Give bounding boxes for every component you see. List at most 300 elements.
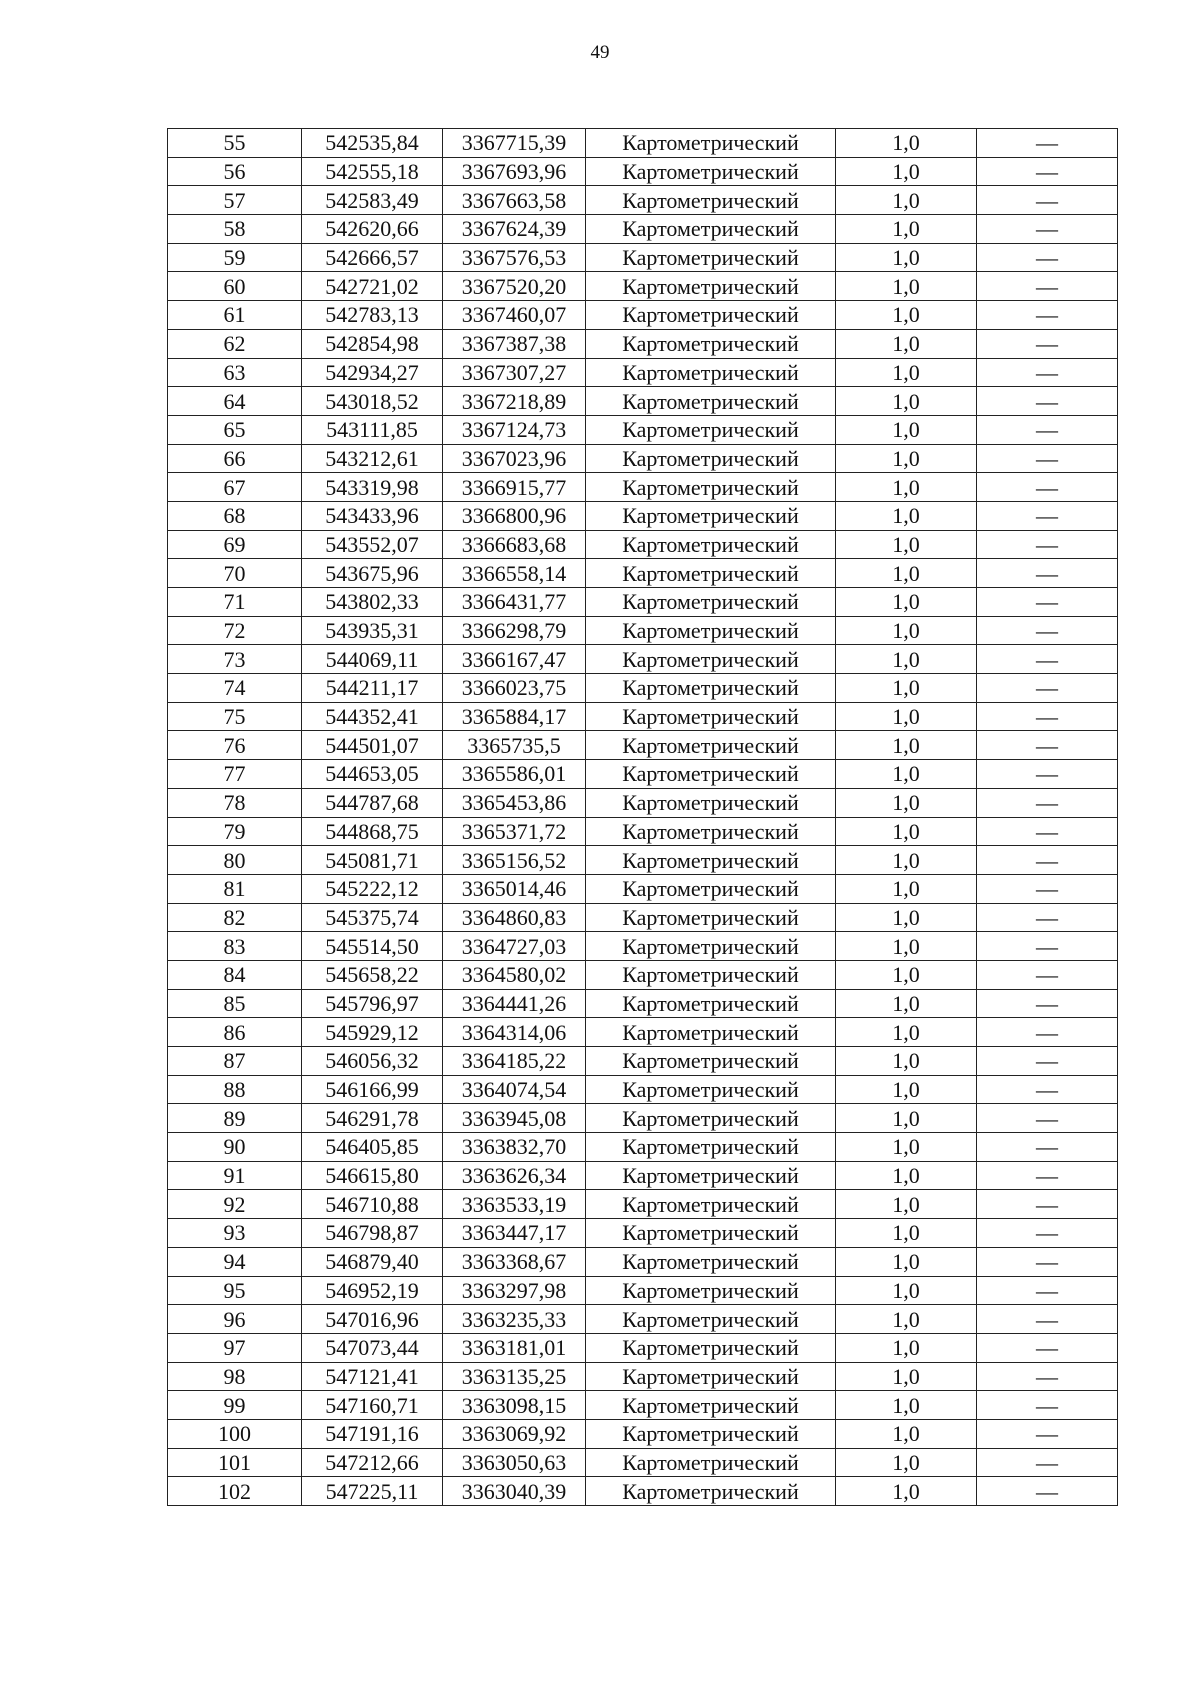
description-cell: — — [977, 645, 1118, 674]
description-cell: — — [977, 1305, 1118, 1334]
point-number-cell: 82 — [168, 903, 302, 932]
description-cell: — — [977, 473, 1118, 502]
point-number-cell: 75 — [168, 702, 302, 731]
point-number-cell: 95 — [168, 1276, 302, 1305]
accuracy-cell: 1,0 — [836, 530, 977, 559]
y-coordinate-cell: 3363235,33 — [443, 1305, 586, 1334]
y-coordinate-cell: 3367307,27 — [443, 358, 586, 387]
y-coordinate-cell: 3363626,34 — [443, 1161, 586, 1190]
y-coordinate-cell: 3367520,20 — [443, 272, 586, 301]
accuracy-cell: 1,0 — [836, 415, 977, 444]
method-cell: Картометрический — [586, 1362, 836, 1391]
accuracy-cell: 1,0 — [836, 1362, 977, 1391]
coordinates-table-body — [168, 129, 1118, 1506]
description-cell: — — [977, 1018, 1118, 1047]
x-coordinate-cell: 546952,19 — [302, 1276, 443, 1305]
accuracy-cell: 1,0 — [836, 1047, 977, 1076]
method-cell: Картометрический — [586, 960, 836, 989]
y-coordinate-cell: 3364860,83 — [443, 903, 586, 932]
method-cell: Картометрический — [586, 243, 836, 272]
accuracy-cell: 1,0 — [836, 243, 977, 272]
point-number-cell: 79 — [168, 817, 302, 846]
x-coordinate-cell: 546291,78 — [302, 1104, 443, 1133]
page-number: 49 — [590, 42, 610, 63]
table-row — [168, 616, 1118, 645]
point-number-cell: 62 — [168, 329, 302, 358]
y-coordinate-cell: 3367693,96 — [443, 157, 586, 186]
description-cell: — — [977, 1391, 1118, 1420]
accuracy-cell: 1,0 — [836, 645, 977, 674]
table-row — [168, 415, 1118, 444]
y-coordinate-cell: 3363040,39 — [443, 1477, 586, 1506]
point-number-cell: 61 — [168, 301, 302, 330]
table-row — [168, 129, 1118, 158]
description-cell: — — [977, 1161, 1118, 1190]
y-coordinate-cell: 3363368,67 — [443, 1247, 586, 1276]
table-row — [168, 1190, 1118, 1219]
description-cell: — — [977, 1276, 1118, 1305]
method-cell: Картометрический — [586, 788, 836, 817]
point-number-cell: 68 — [168, 501, 302, 530]
accuracy-cell: 1,0 — [836, 760, 977, 789]
method-cell: Картометрический — [586, 616, 836, 645]
x-coordinate-cell: 543319,98 — [302, 473, 443, 502]
method-cell: Картометрический — [586, 1305, 836, 1334]
x-coordinate-cell: 543552,07 — [302, 530, 443, 559]
table-row — [168, 501, 1118, 530]
method-cell: Картометрический — [586, 1133, 836, 1162]
description-cell: — — [977, 243, 1118, 272]
description-cell: — — [977, 1477, 1118, 1506]
description-cell: — — [977, 788, 1118, 817]
description-cell: — — [977, 530, 1118, 559]
point-number-cell: 84 — [168, 960, 302, 989]
description-cell: — — [977, 1047, 1118, 1076]
accuracy-cell: 1,0 — [836, 788, 977, 817]
x-coordinate-cell: 547225,11 — [302, 1477, 443, 1506]
x-coordinate-cell: 547121,41 — [302, 1362, 443, 1391]
method-cell: Картометрический — [586, 559, 836, 588]
y-coordinate-cell: 3365586,01 — [443, 760, 586, 789]
table-row — [168, 301, 1118, 330]
accuracy-cell: 1,0 — [836, 874, 977, 903]
table-row — [168, 530, 1118, 559]
method-cell: Картометрический — [586, 1018, 836, 1047]
x-coordinate-cell: 547073,44 — [302, 1333, 443, 1362]
method-cell: Картометрический — [586, 129, 836, 158]
y-coordinate-cell: 3363135,25 — [443, 1362, 586, 1391]
point-number-cell: 92 — [168, 1190, 302, 1219]
x-coordinate-cell: 542535,84 — [302, 129, 443, 158]
accuracy-cell: 1,0 — [836, 846, 977, 875]
y-coordinate-cell: 3365735,5 — [443, 731, 586, 760]
table-row — [168, 731, 1118, 760]
description-cell: — — [977, 329, 1118, 358]
y-coordinate-cell: 3363945,08 — [443, 1104, 586, 1133]
table-row — [168, 903, 1118, 932]
description-cell: — — [977, 731, 1118, 760]
description-cell: — — [977, 932, 1118, 961]
table-row — [168, 272, 1118, 301]
table-row — [168, 1247, 1118, 1276]
accuracy-cell: 1,0 — [836, 559, 977, 588]
table-row — [168, 1219, 1118, 1248]
x-coordinate-cell: 543935,31 — [302, 616, 443, 645]
description-cell: — — [977, 129, 1118, 158]
x-coordinate-cell: 543111,85 — [302, 415, 443, 444]
x-coordinate-cell: 544352,41 — [302, 702, 443, 731]
table-row — [168, 1018, 1118, 1047]
method-cell: Картометрический — [586, 501, 836, 530]
description-cell: — — [977, 817, 1118, 846]
point-number-cell: 67 — [168, 473, 302, 502]
y-coordinate-cell: 3363447,17 — [443, 1219, 586, 1248]
accuracy-cell: 1,0 — [836, 817, 977, 846]
method-cell: Картометрический — [586, 989, 836, 1018]
y-coordinate-cell: 3364727,03 — [443, 932, 586, 961]
point-number-cell: 98 — [168, 1362, 302, 1391]
x-coordinate-cell: 543802,33 — [302, 588, 443, 617]
x-coordinate-cell: 544501,07 — [302, 731, 443, 760]
table-row — [168, 157, 1118, 186]
y-coordinate-cell: 3366167,47 — [443, 645, 586, 674]
method-cell: Картометрический — [586, 387, 836, 416]
table-row — [168, 358, 1118, 387]
point-number-cell: 74 — [168, 674, 302, 703]
description-cell: — — [977, 702, 1118, 731]
point-number-cell: 81 — [168, 874, 302, 903]
accuracy-cell: 1,0 — [836, 272, 977, 301]
method-cell: Картометрический — [586, 1448, 836, 1477]
description-cell: — — [977, 415, 1118, 444]
accuracy-cell: 1,0 — [836, 731, 977, 760]
point-number-cell: 55 — [168, 129, 302, 158]
description-cell: — — [977, 301, 1118, 330]
description-cell: — — [977, 616, 1118, 645]
x-coordinate-cell: 544653,05 — [302, 760, 443, 789]
y-coordinate-cell: 3365884,17 — [443, 702, 586, 731]
point-number-cell: 72 — [168, 616, 302, 645]
description-cell: — — [977, 444, 1118, 473]
x-coordinate-cell: 544211,17 — [302, 674, 443, 703]
y-coordinate-cell: 3363533,19 — [443, 1190, 586, 1219]
y-coordinate-cell: 3364441,26 — [443, 989, 586, 1018]
method-cell: Картометрический — [586, 1075, 836, 1104]
accuracy-cell: 1,0 — [836, 588, 977, 617]
x-coordinate-cell: 546056,32 — [302, 1047, 443, 1076]
y-coordinate-cell: 3366915,77 — [443, 473, 586, 502]
y-coordinate-cell: 3367715,39 — [443, 129, 586, 158]
y-coordinate-cell: 3365371,72 — [443, 817, 586, 846]
description-cell: — — [977, 903, 1118, 932]
description-cell: — — [977, 874, 1118, 903]
point-number-cell: 77 — [168, 760, 302, 789]
description-cell: — — [977, 1247, 1118, 1276]
point-number-cell: 94 — [168, 1247, 302, 1276]
x-coordinate-cell: 542783,13 — [302, 301, 443, 330]
accuracy-cell: 1,0 — [836, 1219, 977, 1248]
y-coordinate-cell: 3366023,75 — [443, 674, 586, 703]
accuracy-cell: 1,0 — [836, 932, 977, 961]
x-coordinate-cell: 542721,02 — [302, 272, 443, 301]
accuracy-cell: 1,0 — [836, 444, 977, 473]
x-coordinate-cell: 545222,12 — [302, 874, 443, 903]
accuracy-cell: 1,0 — [836, 1104, 977, 1133]
accuracy-cell: 1,0 — [836, 129, 977, 158]
table-row — [168, 1075, 1118, 1104]
description-cell: — — [977, 358, 1118, 387]
method-cell: Картометрический — [586, 530, 836, 559]
accuracy-cell: 1,0 — [836, 358, 977, 387]
accuracy-cell: 1,0 — [836, 1247, 977, 1276]
table-row — [168, 1133, 1118, 1162]
point-number-cell: 83 — [168, 932, 302, 961]
table-row — [168, 186, 1118, 215]
table-row — [168, 1047, 1118, 1076]
method-cell: Картометрический — [586, 1247, 836, 1276]
y-coordinate-cell: 3367124,73 — [443, 415, 586, 444]
table-row — [168, 559, 1118, 588]
accuracy-cell: 1,0 — [836, 1448, 977, 1477]
table-row — [168, 1305, 1118, 1334]
accuracy-cell: 1,0 — [836, 501, 977, 530]
table-row — [168, 1161, 1118, 1190]
method-cell: Картометрический — [586, 1219, 836, 1248]
description-cell: — — [977, 960, 1118, 989]
accuracy-cell: 1,0 — [836, 1276, 977, 1305]
x-coordinate-cell: 545514,50 — [302, 932, 443, 961]
y-coordinate-cell: 3365453,86 — [443, 788, 586, 817]
point-number-cell: 89 — [168, 1104, 302, 1133]
x-coordinate-cell: 545081,71 — [302, 846, 443, 875]
y-coordinate-cell: 3363297,98 — [443, 1276, 586, 1305]
y-coordinate-cell: 3363069,92 — [443, 1419, 586, 1448]
x-coordinate-cell: 546615,80 — [302, 1161, 443, 1190]
method-cell: Картометрический — [586, 1419, 836, 1448]
table-row — [168, 588, 1118, 617]
x-coordinate-cell: 542934,27 — [302, 358, 443, 387]
x-coordinate-cell: 545658,22 — [302, 960, 443, 989]
y-coordinate-cell: 3367218,89 — [443, 387, 586, 416]
point-number-cell: 59 — [168, 243, 302, 272]
x-coordinate-cell: 546166,99 — [302, 1075, 443, 1104]
y-coordinate-cell: 3365156,52 — [443, 846, 586, 875]
y-coordinate-cell: 3366800,96 — [443, 501, 586, 530]
description-cell: — — [977, 501, 1118, 530]
point-number-cell: 69 — [168, 530, 302, 559]
method-cell: Картометрический — [586, 473, 836, 502]
description-cell: — — [977, 1190, 1118, 1219]
x-coordinate-cell: 545929,12 — [302, 1018, 443, 1047]
point-number-cell: 65 — [168, 415, 302, 444]
accuracy-cell: 1,0 — [836, 1161, 977, 1190]
point-number-cell: 78 — [168, 788, 302, 817]
table-row — [168, 874, 1118, 903]
table-row — [168, 702, 1118, 731]
x-coordinate-cell: 544868,75 — [302, 817, 443, 846]
x-coordinate-cell: 546405,85 — [302, 1133, 443, 1162]
point-number-cell: 93 — [168, 1219, 302, 1248]
description-cell: — — [977, 1333, 1118, 1362]
accuracy-cell: 1,0 — [836, 1305, 977, 1334]
point-number-cell: 56 — [168, 157, 302, 186]
accuracy-cell: 1,0 — [836, 387, 977, 416]
point-number-cell: 63 — [168, 358, 302, 387]
accuracy-cell: 1,0 — [836, 1391, 977, 1420]
point-number-cell: 60 — [168, 272, 302, 301]
method-cell: Картометрический — [586, 1190, 836, 1219]
y-coordinate-cell: 3367460,07 — [443, 301, 586, 330]
x-coordinate-cell: 547212,66 — [302, 1448, 443, 1477]
point-number-cell: 90 — [168, 1133, 302, 1162]
point-number-cell: 58 — [168, 215, 302, 244]
table-row — [168, 387, 1118, 416]
table-row — [168, 989, 1118, 1018]
table-row — [168, 473, 1118, 502]
table-row — [168, 1333, 1118, 1362]
x-coordinate-cell: 544787,68 — [302, 788, 443, 817]
point-number-cell: 71 — [168, 588, 302, 617]
description-cell: — — [977, 272, 1118, 301]
method-cell: Картометрический — [586, 272, 836, 301]
description-cell: — — [977, 387, 1118, 416]
y-coordinate-cell: 3366298,79 — [443, 616, 586, 645]
table-row — [168, 1391, 1118, 1420]
point-number-cell: 64 — [168, 387, 302, 416]
x-coordinate-cell: 542854,98 — [302, 329, 443, 358]
table-row — [168, 215, 1118, 244]
table-row — [168, 1104, 1118, 1133]
table-row — [168, 817, 1118, 846]
x-coordinate-cell: 547191,16 — [302, 1419, 443, 1448]
table-row — [168, 1276, 1118, 1305]
y-coordinate-cell: 3364185,22 — [443, 1047, 586, 1076]
coordinates-table — [167, 128, 1118, 1506]
table-row — [168, 1419, 1118, 1448]
y-coordinate-cell: 3367663,58 — [443, 186, 586, 215]
method-cell: Картометрический — [586, 329, 836, 358]
x-coordinate-cell: 546879,40 — [302, 1247, 443, 1276]
description-cell: — — [977, 157, 1118, 186]
method-cell: Картометрический — [586, 301, 836, 330]
point-number-cell: 76 — [168, 731, 302, 760]
description-cell: — — [977, 215, 1118, 244]
y-coordinate-cell: 3363832,70 — [443, 1133, 586, 1162]
description-cell: — — [977, 760, 1118, 789]
point-number-cell: 87 — [168, 1047, 302, 1076]
table-row — [168, 645, 1118, 674]
method-cell: Картометрический — [586, 1276, 836, 1305]
method-cell: Картометрический — [586, 157, 836, 186]
accuracy-cell: 1,0 — [836, 1190, 977, 1219]
accuracy-cell: 1,0 — [836, 215, 977, 244]
description-cell: — — [977, 989, 1118, 1018]
y-coordinate-cell: 3363098,15 — [443, 1391, 586, 1420]
method-cell: Картометрический — [586, 674, 836, 703]
accuracy-cell: 1,0 — [836, 301, 977, 330]
method-cell: Картометрический — [586, 1333, 836, 1362]
method-cell: Картометрический — [586, 874, 836, 903]
description-cell: — — [977, 1219, 1118, 1248]
x-coordinate-cell: 544069,11 — [302, 645, 443, 674]
description-cell: — — [977, 674, 1118, 703]
x-coordinate-cell: 542583,49 — [302, 186, 443, 215]
x-coordinate-cell: 547016,96 — [302, 1305, 443, 1334]
accuracy-cell: 1,0 — [836, 1075, 977, 1104]
description-cell: — — [977, 1448, 1118, 1477]
accuracy-cell: 1,0 — [836, 157, 977, 186]
x-coordinate-cell: 542555,18 — [302, 157, 443, 186]
point-number-cell: 66 — [168, 444, 302, 473]
x-coordinate-cell: 542620,66 — [302, 215, 443, 244]
method-cell: Картометрический — [586, 645, 836, 674]
table-row — [168, 932, 1118, 961]
method-cell: Картометрический — [586, 588, 836, 617]
x-coordinate-cell: 543675,96 — [302, 559, 443, 588]
accuracy-cell: 1,0 — [836, 1333, 977, 1362]
table-row — [168, 788, 1118, 817]
accuracy-cell: 1,0 — [836, 616, 977, 645]
table-row — [168, 444, 1118, 473]
x-coordinate-cell: 542666,57 — [302, 243, 443, 272]
point-number-cell: 80 — [168, 846, 302, 875]
y-coordinate-cell: 3364314,06 — [443, 1018, 586, 1047]
point-number-cell: 91 — [168, 1161, 302, 1190]
y-coordinate-cell: 3367023,96 — [443, 444, 586, 473]
description-cell: — — [977, 1419, 1118, 1448]
point-number-cell: 57 — [168, 186, 302, 215]
point-number-cell: 100 — [168, 1419, 302, 1448]
method-cell: Картометрический — [586, 444, 836, 473]
description-cell: — — [977, 1362, 1118, 1391]
table-row — [168, 243, 1118, 272]
description-cell: — — [977, 846, 1118, 875]
method-cell: Картометрический — [586, 731, 836, 760]
table-row — [168, 329, 1118, 358]
point-number-cell: 102 — [168, 1477, 302, 1506]
description-cell: — — [977, 1133, 1118, 1162]
x-coordinate-cell: 543212,61 — [302, 444, 443, 473]
y-coordinate-cell: 3364074,54 — [443, 1075, 586, 1104]
accuracy-cell: 1,0 — [836, 1133, 977, 1162]
method-cell: Картометрический — [586, 932, 836, 961]
accuracy-cell: 1,0 — [836, 989, 977, 1018]
accuracy-cell: 1,0 — [836, 473, 977, 502]
method-cell: Картометрический — [586, 1161, 836, 1190]
accuracy-cell: 1,0 — [836, 674, 977, 703]
method-cell: Картометрический — [586, 702, 836, 731]
accuracy-cell: 1,0 — [836, 1419, 977, 1448]
method-cell: Картометрический — [586, 903, 836, 932]
accuracy-cell: 1,0 — [836, 960, 977, 989]
accuracy-cell: 1,0 — [836, 329, 977, 358]
method-cell: Картометрический — [586, 358, 836, 387]
y-coordinate-cell: 3367387,38 — [443, 329, 586, 358]
x-coordinate-cell: 546798,87 — [302, 1219, 443, 1248]
method-cell: Картометрический — [586, 215, 836, 244]
point-number-cell: 86 — [168, 1018, 302, 1047]
description-cell: — — [977, 186, 1118, 215]
table-row — [168, 1448, 1118, 1477]
y-coordinate-cell: 3367576,53 — [443, 243, 586, 272]
table-row — [168, 1477, 1118, 1506]
method-cell: Картометрический — [586, 415, 836, 444]
y-coordinate-cell: 3367624,39 — [443, 215, 586, 244]
accuracy-cell: 1,0 — [836, 1477, 977, 1506]
accuracy-cell: 1,0 — [836, 186, 977, 215]
y-coordinate-cell: 3366558,14 — [443, 559, 586, 588]
description-cell: — — [977, 588, 1118, 617]
